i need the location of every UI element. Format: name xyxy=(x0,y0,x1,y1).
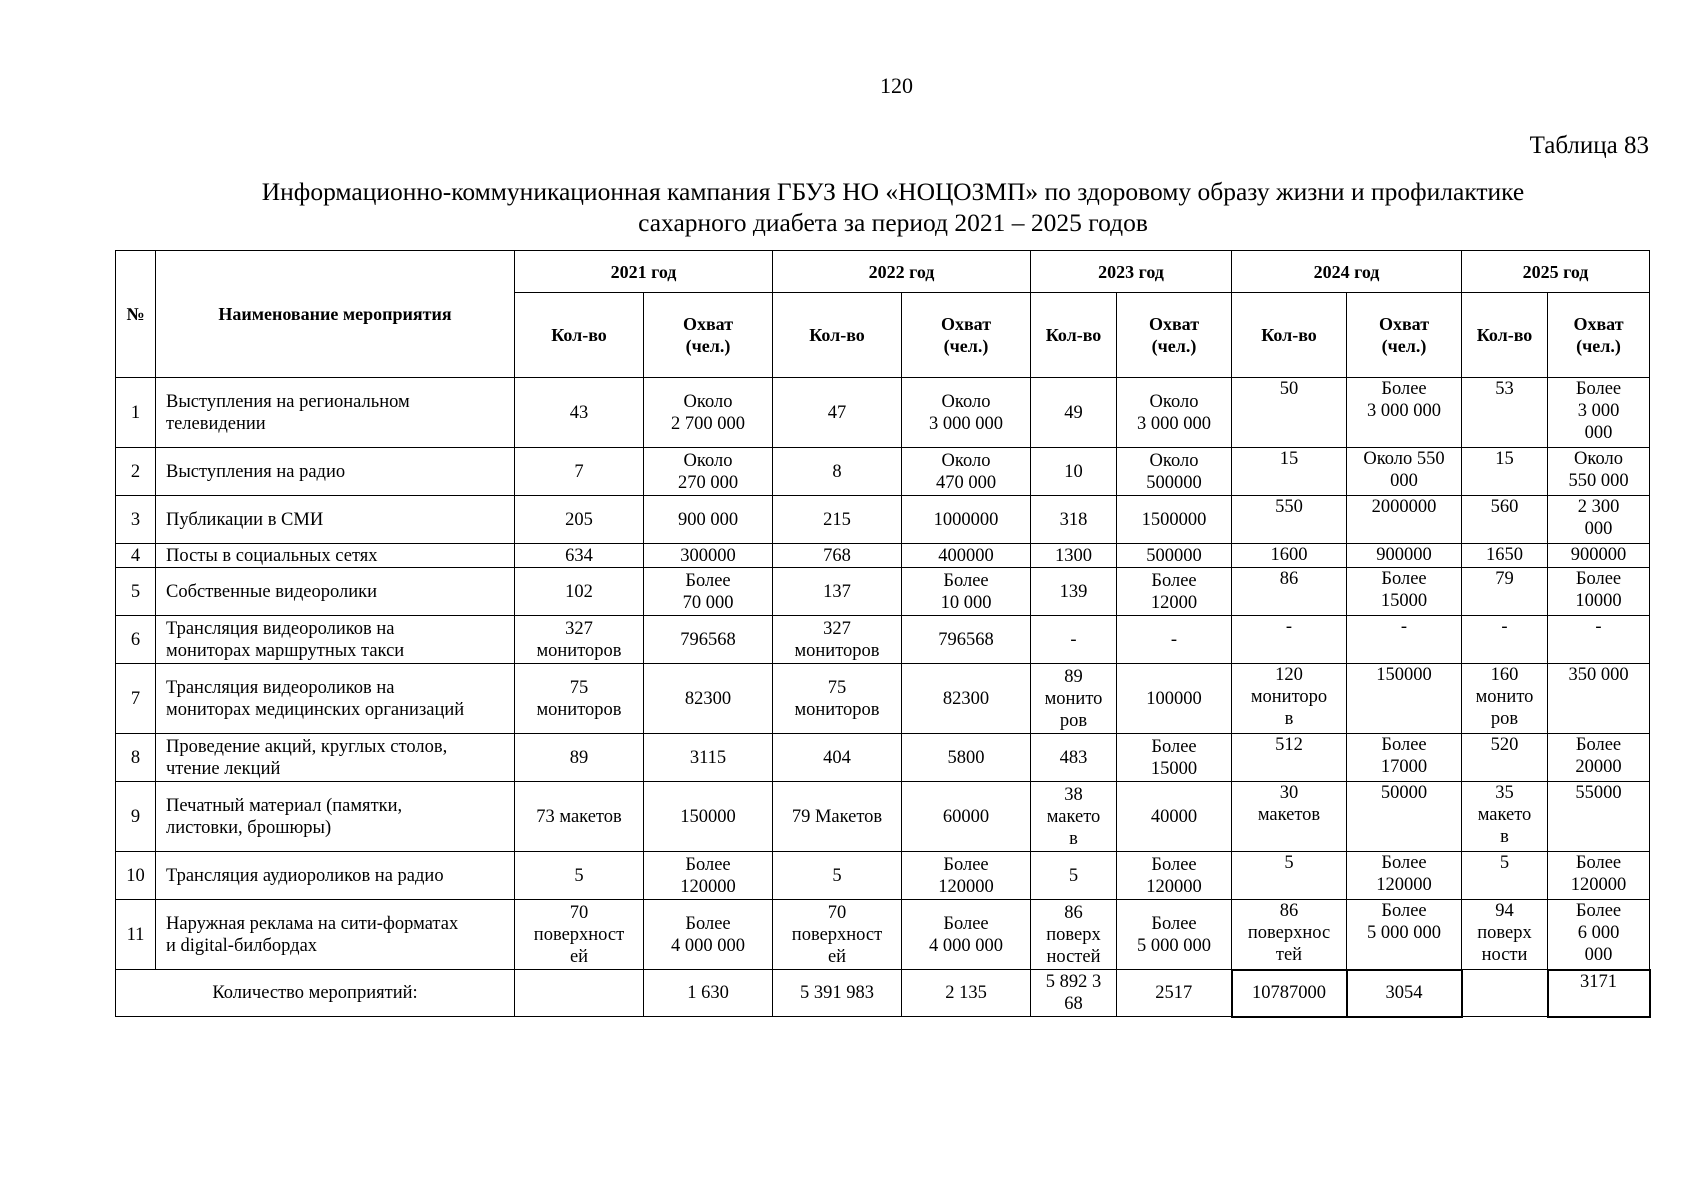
qty-cell: 5 xyxy=(1232,852,1347,900)
reach-cell: 900000 xyxy=(1548,544,1650,568)
reach-cell: Более 15000 xyxy=(1347,568,1462,616)
reach-cell: Около 270 000 xyxy=(644,448,773,496)
reach-cell: 796568 xyxy=(902,616,1031,664)
total-cell: 5 391 983 xyxy=(773,970,902,1017)
qty-cell: 560 xyxy=(1462,496,1548,544)
total-cell: 10787000 xyxy=(1232,970,1347,1017)
table-row xyxy=(116,900,1650,970)
row-number: 8 xyxy=(116,734,156,782)
document-title xyxy=(115,176,1671,238)
reach-cell: Около 3 000 000 xyxy=(1117,378,1232,448)
qty-cell: 15 xyxy=(1462,448,1548,496)
qty-cell: 86 поверх ностей xyxy=(1031,900,1117,970)
row-number: 6 xyxy=(116,616,156,664)
table-caption: Таблица 83 xyxy=(1529,132,1649,159)
reach-cell: Более 20000 xyxy=(1548,734,1650,782)
qty-cell: 520 xyxy=(1462,734,1548,782)
title-line-1: Информационно-коммуникационная кампания ГБУЗ НО «НОЦОЗМП» по здоровому образу жизни и профилактике xyxy=(261,177,1525,206)
row-number: 1 xyxy=(116,378,156,448)
reach-cell: 796568 xyxy=(644,616,773,664)
reach-cell: 100000 xyxy=(1117,664,1232,734)
title-line-2: сахарного диабета за период 2021 – 2025 годов xyxy=(638,208,1148,237)
header-year-2023: 2023 год xyxy=(1031,251,1232,293)
header-reach: Охват (чел.) xyxy=(1117,293,1232,378)
reach-cell: Более 120000 xyxy=(1117,852,1232,900)
table-row xyxy=(116,734,1650,782)
qty-cell: 215 xyxy=(773,496,902,544)
reach-cell: 150000 xyxy=(644,782,773,852)
row-number: 7 xyxy=(116,664,156,734)
qty-cell: 634 xyxy=(515,544,644,568)
table-row xyxy=(116,448,1650,496)
header-qty: Кол-во xyxy=(1462,293,1548,378)
qty-cell: 120 мониторо в xyxy=(1232,664,1347,734)
reach-cell: Около 3 000 000 xyxy=(902,378,1031,448)
row-name: Наружная реклама на сити-форматах и digital-билбордах xyxy=(156,900,515,970)
qty-cell: 53 xyxy=(1462,378,1548,448)
qty-cell: 102 xyxy=(515,568,644,616)
reach-cell: 82300 xyxy=(644,664,773,734)
qty-cell: 79 xyxy=(1462,568,1548,616)
reach-cell: Более 12000 xyxy=(1117,568,1232,616)
row-number: 9 xyxy=(116,782,156,852)
qty-cell: 35 макето в xyxy=(1462,782,1548,852)
qty-cell: 15 xyxy=(1232,448,1347,496)
qty-cell: 10 xyxy=(1031,448,1117,496)
row-name: Публикации в СМИ xyxy=(156,496,515,544)
qty-cell: 70 поверхност ей xyxy=(515,900,644,970)
reach-cell: 900 000 xyxy=(644,496,773,544)
reach-cell: Более 4 000 000 xyxy=(902,900,1031,970)
header-row-years xyxy=(116,251,1650,293)
table-row xyxy=(116,568,1650,616)
header-qty: Кол-во xyxy=(1031,293,1117,378)
reach-cell: 900000 xyxy=(1347,544,1462,568)
reach-cell: 55000 xyxy=(1548,782,1650,852)
qty-cell: 512 xyxy=(1232,734,1347,782)
row-number: 3 xyxy=(116,496,156,544)
row-name: Проведение акций, круглых столов, чтение лекций xyxy=(156,734,515,782)
qty-cell: 75 мониторов xyxy=(515,664,644,734)
header-year-2022: 2022 год xyxy=(773,251,1031,293)
qty-cell: 7 xyxy=(515,448,644,496)
header-qty: Кол-во xyxy=(515,293,644,378)
total-label: Количество мероприятий: xyxy=(116,970,515,1017)
row-name: Трансляция видеороликов на мониторах маршрутных такси xyxy=(156,616,515,664)
qty-cell: 404 xyxy=(773,734,902,782)
reach-cell: Около 470 000 xyxy=(902,448,1031,496)
total-cell xyxy=(1462,970,1548,1017)
reach-cell: 5800 xyxy=(902,734,1031,782)
table-row xyxy=(116,378,1650,448)
reach-cell: Более 15000 xyxy=(1117,734,1232,782)
header-year-2021: 2021 год xyxy=(515,251,773,293)
header-reach: Охват (чел.) xyxy=(1347,293,1462,378)
qty-cell: 30 макетов xyxy=(1232,782,1347,852)
reach-cell: - xyxy=(1117,616,1232,664)
qty-cell: 483 xyxy=(1031,734,1117,782)
table-row xyxy=(116,616,1650,664)
reach-cell: Более 17000 xyxy=(1347,734,1462,782)
qty-cell: 5 xyxy=(1462,852,1548,900)
qty-cell: 50 xyxy=(1232,378,1347,448)
header-reach: Охват (чел.) xyxy=(1548,293,1650,378)
qty-cell: 89 монито ров xyxy=(1031,664,1117,734)
table-row xyxy=(116,782,1650,852)
qty-cell: - xyxy=(1462,616,1548,664)
qty-cell: 160 монито ров xyxy=(1462,664,1548,734)
qty-cell: 5 xyxy=(773,852,902,900)
reach-cell: 2 300 000 xyxy=(1548,496,1650,544)
reach-cell: Более 3 000 000 xyxy=(1347,378,1462,448)
reach-cell: - xyxy=(1347,616,1462,664)
reach-cell: Более 120000 xyxy=(1548,852,1650,900)
total-cell: 2517 xyxy=(1117,970,1232,1017)
reach-cell: Более 10 000 xyxy=(902,568,1031,616)
qty-cell: 5 xyxy=(1031,852,1117,900)
reach-cell: Более 5 000 000 xyxy=(1117,900,1232,970)
qty-cell: 139 xyxy=(1031,568,1117,616)
qty-cell: - xyxy=(1031,616,1117,664)
reach-cell: Около 2 700 000 xyxy=(644,378,773,448)
qty-cell: 89 xyxy=(515,734,644,782)
row-number: 10 xyxy=(116,852,156,900)
qty-cell: 327 мониторов xyxy=(515,616,644,664)
qty-cell: 768 xyxy=(773,544,902,568)
reach-cell: Около 550 000 xyxy=(1548,448,1650,496)
qty-cell: 49 xyxy=(1031,378,1117,448)
reach-cell: Более 4 000 000 xyxy=(644,900,773,970)
row-number: 2 xyxy=(116,448,156,496)
total-cell: 3054 xyxy=(1347,970,1462,1017)
page-number: 120 xyxy=(880,73,913,98)
qty-cell: 318 xyxy=(1031,496,1117,544)
reach-cell: Более 120000 xyxy=(902,852,1031,900)
row-name: Трансляция видеороликов на мониторах медицинских организаций xyxy=(156,664,515,734)
qty-cell: 38 макето в xyxy=(1031,782,1117,852)
campaign-table xyxy=(115,250,1651,1018)
total-cell xyxy=(515,970,644,1017)
reach-cell: 2000000 xyxy=(1347,496,1462,544)
reach-cell: 400000 xyxy=(902,544,1031,568)
total-cell: 1 630 xyxy=(644,970,773,1017)
reach-cell: Более 70 000 xyxy=(644,568,773,616)
reach-cell: Более 120000 xyxy=(644,852,773,900)
header-reach: Охват (чел.) xyxy=(902,293,1031,378)
reach-cell: 350 000 xyxy=(1548,664,1650,734)
reach-cell: 60000 xyxy=(902,782,1031,852)
qty-cell: 550 xyxy=(1232,496,1347,544)
row-number: 11 xyxy=(116,900,156,970)
qty-cell: 1300 xyxy=(1031,544,1117,568)
reach-cell: 82300 xyxy=(902,664,1031,734)
header-name: Наименование мероприятия xyxy=(156,251,515,378)
header-year-2025: 2025 год xyxy=(1462,251,1650,293)
qty-cell: 70 поверхност ей xyxy=(773,900,902,970)
qty-cell: 79 Макетов xyxy=(773,782,902,852)
qty-cell: - xyxy=(1232,616,1347,664)
reach-cell: - xyxy=(1548,616,1650,664)
header-reach: Охват (чел.) xyxy=(644,293,773,378)
reach-cell: 150000 xyxy=(1347,664,1462,734)
header-qty: Кол-во xyxy=(1232,293,1347,378)
table-row xyxy=(116,852,1650,900)
qty-cell: 75 мониторов xyxy=(773,664,902,734)
total-cell: 2 135 xyxy=(902,970,1031,1017)
reach-cell: 300000 xyxy=(644,544,773,568)
qty-cell: 137 xyxy=(773,568,902,616)
qty-cell: 73 макетов xyxy=(515,782,644,852)
header-number: № xyxy=(116,251,156,378)
qty-cell: 1650 xyxy=(1462,544,1548,568)
total-cell: 5 892 3 68 xyxy=(1031,970,1117,1017)
reach-cell: 500000 xyxy=(1117,544,1232,568)
qty-cell: 1600 xyxy=(1232,544,1347,568)
qty-cell: 86 поверхнос тей xyxy=(1232,900,1347,970)
total-row xyxy=(116,970,1650,1017)
qty-cell: 47 xyxy=(773,378,902,448)
qty-cell: 327 мониторов xyxy=(773,616,902,664)
header-year-2024: 2024 год xyxy=(1232,251,1462,293)
qty-cell: 43 xyxy=(515,378,644,448)
table-row xyxy=(116,544,1650,568)
row-name: Посты в социальных сетях xyxy=(156,544,515,568)
row-name: Собственные видеоролики xyxy=(156,568,515,616)
qty-cell: 8 xyxy=(773,448,902,496)
reach-cell: 40000 xyxy=(1117,782,1232,852)
row-number: 5 xyxy=(116,568,156,616)
qty-cell: 94 поверх ности xyxy=(1462,900,1548,970)
header-qty: Кол-во xyxy=(773,293,902,378)
reach-cell: Более 6 000 000 xyxy=(1548,900,1650,970)
qty-cell: 205 xyxy=(515,496,644,544)
row-name: Печатный материал (памятки, листовки, брошюры) xyxy=(156,782,515,852)
row-number: 4 xyxy=(116,544,156,568)
reach-cell: Более 5 000 000 xyxy=(1347,900,1462,970)
table-row xyxy=(116,496,1650,544)
row-name: Выступления на радио xyxy=(156,448,515,496)
reach-cell: 3115 xyxy=(644,734,773,782)
reach-cell: 1000000 xyxy=(902,496,1031,544)
reach-cell: 1500000 xyxy=(1117,496,1232,544)
reach-cell: Около 550 000 xyxy=(1347,448,1462,496)
reach-cell: Более 120000 xyxy=(1347,852,1462,900)
reach-cell: Более 10000 xyxy=(1548,568,1650,616)
qty-cell: 5 xyxy=(515,852,644,900)
row-name: Трансляция аудиороликов на радио xyxy=(156,852,515,900)
total-cell: 3171 xyxy=(1548,970,1650,1017)
reach-cell: Более 3 000 000 xyxy=(1548,378,1650,448)
reach-cell: Около 500000 xyxy=(1117,448,1232,496)
qty-cell: 86 xyxy=(1232,568,1347,616)
table-row xyxy=(116,664,1650,734)
reach-cell: 50000 xyxy=(1347,782,1462,852)
row-name: Выступления на региональном телевидении xyxy=(156,378,515,448)
